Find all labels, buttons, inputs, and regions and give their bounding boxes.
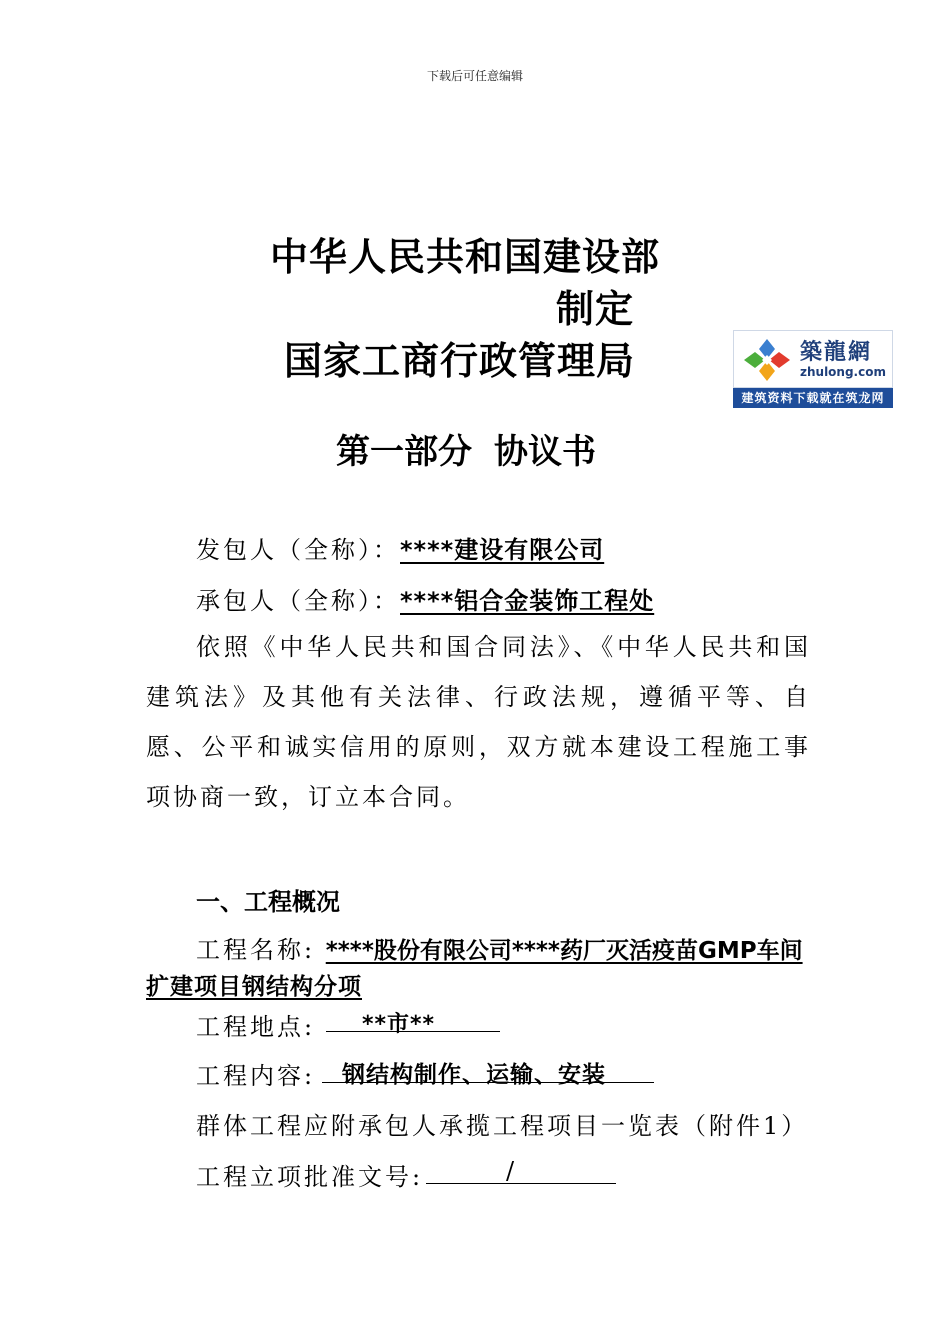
approval-underline (426, 1183, 616, 1184)
project-name-row (196, 930, 803, 965)
approval-label: 工程立项批准文号: (196, 1163, 424, 1191)
project-location-label: 工程地点: (196, 1013, 316, 1041)
header-note: 下载后可任意编辑 (426, 69, 523, 83)
section-part: 第一部分 (336, 432, 472, 472)
title-line-3: 国家工商行政管理局 (284, 339, 636, 383)
approval-value: / (506, 1157, 515, 1185)
project-name-value-line1: ****股份有限公司****药厂灭活疫苗GMP车间 (325, 938, 803, 964)
contractor-row (196, 581, 654, 616)
section-title (336, 424, 596, 473)
project-content-label: 工程内容: (196, 1062, 316, 1090)
title-line-2: 制定 (556, 287, 635, 331)
pinwheel-logo-icon (740, 337, 794, 383)
approval-row (196, 1157, 423, 1192)
intro-paragraph: 依照《中华人民共和国合同法》、《中华人民共和国建筑法》及其他有关法律、行政法规，遵循平等、自愿、公平和诚实信用的原则，双方就本建设工程施工事项协商一致，订立本合同。 (146, 633, 811, 811)
logo-panel (733, 330, 893, 388)
project-location-row (196, 1007, 315, 1042)
overview-heading: 一、工程概况 (196, 888, 340, 916)
project-content-value: 钢结构制作、运输、安装 (342, 1062, 606, 1088)
contractor-value: ****铝合金装饰工程处 (400, 587, 655, 615)
location-underline (326, 1031, 500, 1032)
project-name-value-line2: 扩建项目钢结构分项 (146, 974, 362, 1000)
employer-label: 发包人（全称）： (196, 536, 400, 564)
group-note: 群体工程应附承包人承揽工程项目一览表（附件1） (196, 1112, 809, 1140)
title-line-1: 中华人民共和国建设部 (270, 235, 661, 279)
contractor-label: 承包人（全称）： (196, 587, 400, 615)
zhulong-logo (733, 330, 893, 408)
project-name-label: 工程名称: (196, 936, 316, 964)
logo-url: zhulong.com (800, 365, 886, 379)
employer-value: ****建设有限公司 (400, 536, 605, 564)
logo-slogan: 建筑资料下载就在筑龙网 (733, 388, 893, 408)
project-content-row (196, 1056, 315, 1091)
section-name: 协议书 (494, 432, 596, 472)
employer-row (196, 530, 604, 565)
content-underline (322, 1082, 654, 1083)
project-location-value: **市** (362, 1012, 436, 1037)
logo-name: 築龍網 (800, 340, 873, 365)
